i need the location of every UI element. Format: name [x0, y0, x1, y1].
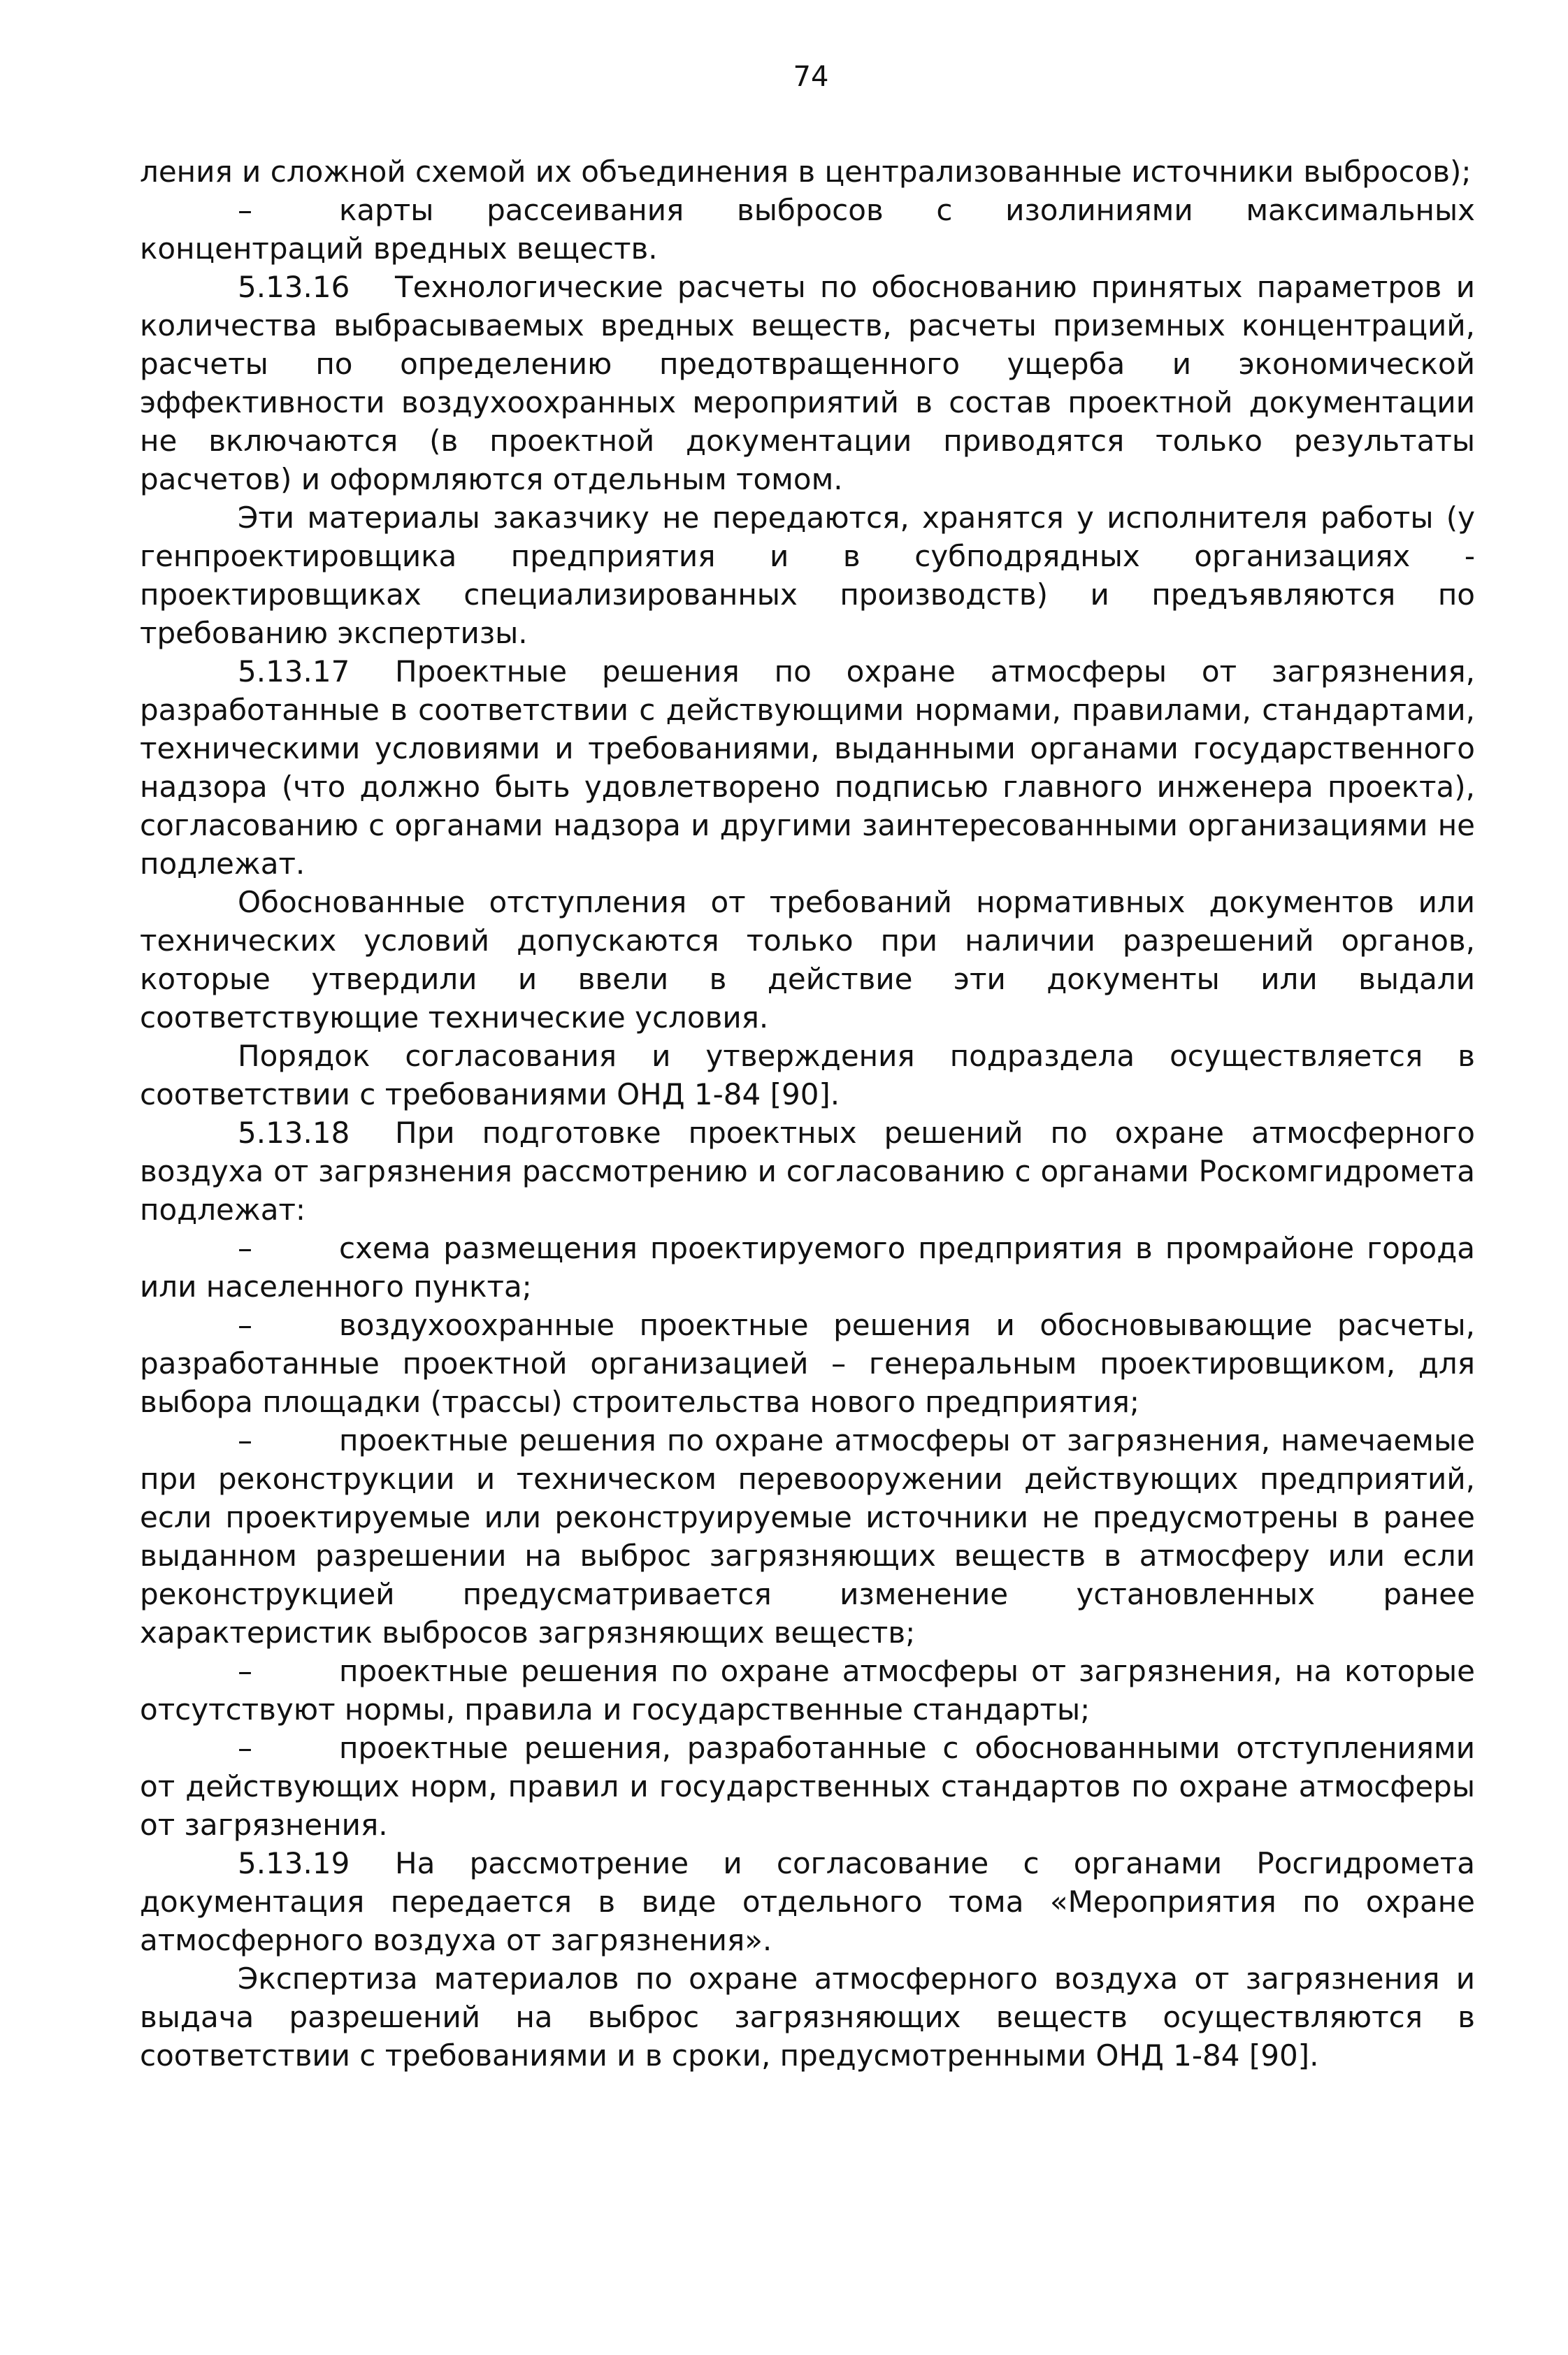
list-item-text: проектные решения по охране атмосферы от загрязнения, намечаемые при реконструкции и техническом перевооружении действующих предприятий, если проектируемые или реконструируемые источники не предусмотрены в ранее выданном разрешении на выброс загрязняющих веществ в атмосферу или если реконструкцией предусматривается изменение установленных ранее характеристик выбросов загрязняющих веществ;: [140, 1423, 1475, 1650]
clause-5-13-16: [140, 268, 1475, 498]
list-item-text: схема размещения проектируемого предприятия в промрайоне города или населенного пункта;: [140, 1231, 1475, 1304]
list-item-text: карты рассеивания выбросов с изолиниями максимальных концентраций вредных веществ.: [140, 193, 1475, 266]
paragraph: Эти материалы заказчику не передаются, хранятся у исполнителя работы (у генпроектировщика предприятия и в субподрядных организациях - проектировщиках специализированных производств) и предъявляются по требованию экспертизы.: [140, 500, 1475, 650]
list-item: [140, 1421, 1475, 1652]
list-item-text: проектные решения, разработанные с обоснованными отступлениями от действующих норм, правил и государственных стандартов по охране атмосферы от загрязнения.: [140, 1731, 1475, 1842]
clause-text: При подготовке проектных решений по охране атмосферного воздуха от загрязнения рассмотрению и согласованию с органами Роскомгидромета подлежат:: [140, 1116, 1475, 1227]
list-item: [140, 1229, 1475, 1306]
clause-number: 5.13.19: [238, 1846, 350, 1880]
list-item: [140, 1306, 1475, 1421]
list-item-text: воздухоохранные проектные решения и обосновывающие расчеты, разработанные проектной организацией – генеральным проектировщиком, для выбора площадки (трассы) строительства нового предприятия;: [140, 1308, 1475, 1419]
dash-marker: –: [238, 1654, 252, 1688]
dash-marker: –: [238, 1231, 252, 1265]
dash-marker: –: [238, 193, 252, 227]
list-item-text: проектные решения по охране атмосферы от загрязнения, на которые отсутствуют нормы, правила и государственные стандарты;: [140, 1654, 1475, 1727]
clause-5-13-18: [140, 1114, 1475, 1229]
dash-marker: –: [238, 1308, 252, 1342]
clause-number: 5.13.16: [238, 270, 350, 304]
list-item: [140, 191, 1475, 268]
dash-marker: –: [238, 1423, 252, 1457]
clause-text: Технологические расчеты по обоснованию принятых параметров и количества выбрасываемых вредных веществ, расчеты приземных концентраций, расчеты по определению предотвращенного ущерба и экономической эффективности воздухоохранных мероприятий в состав проектной документации не включаются (в проектной документации приводятся только результаты расчетов) и оформляются отдельным томом.: [140, 270, 1475, 496]
clause-number: 5.13.18: [238, 1116, 350, 1150]
body-text: [140, 152, 1475, 2075]
list-item: [140, 1729, 1475, 1844]
clause-5-13-17: [140, 652, 1475, 883]
paragraph: Экспертиза материалов по охране атмосферного воздуха от загрязнения и выдача разрешений на выброс загрязняющих веществ осуществляются в соответствии с требованиями и в сроки, предусмотренными ОНД 1-84 [90].: [140, 1961, 1475, 2073]
dash-marker: –: [238, 1731, 252, 1765]
list-item: [140, 1652, 1475, 1729]
clause-5-13-19: [140, 1844, 1475, 1959]
clause-text: Проектные решения по охране атмосферы от загрязнения, разработанные в соответствии с действующими нормами, правилами, стандартами, техническими условиями и требованиями, выданными органами государственного надзора (что должно быть удовлетворено подписью главного инженера проекта), согласованию с органами надзора и другими заинтересованными организациями не подлежат.: [140, 654, 1475, 881]
paragraph-continuation: ления и сложной схемой их объединения в централизованные источники выбросов);: [140, 154, 1472, 189]
clause-text: На рассмотрение и согласование с органами Росгидромета документация передается в виде отдельного тома «Мероприятия по охране атмосферного воздуха от загрязнения».: [140, 1846, 1475, 1957]
clause-number: 5.13.17: [238, 654, 350, 689]
paragraph: Порядок согласования и утверждения подраздела осуществляется в соответствии с требованиями ОНД 1-84 [90].: [140, 1039, 1475, 1111]
paragraph: Обоснованные отступления от требований нормативных документов или технических условий допускаются только при наличии разрешений органов, которые утвердили и ввели в действие эти документы или выдали соответствующие технические условия.: [140, 885, 1475, 1035]
page-number: 74: [793, 61, 829, 93]
